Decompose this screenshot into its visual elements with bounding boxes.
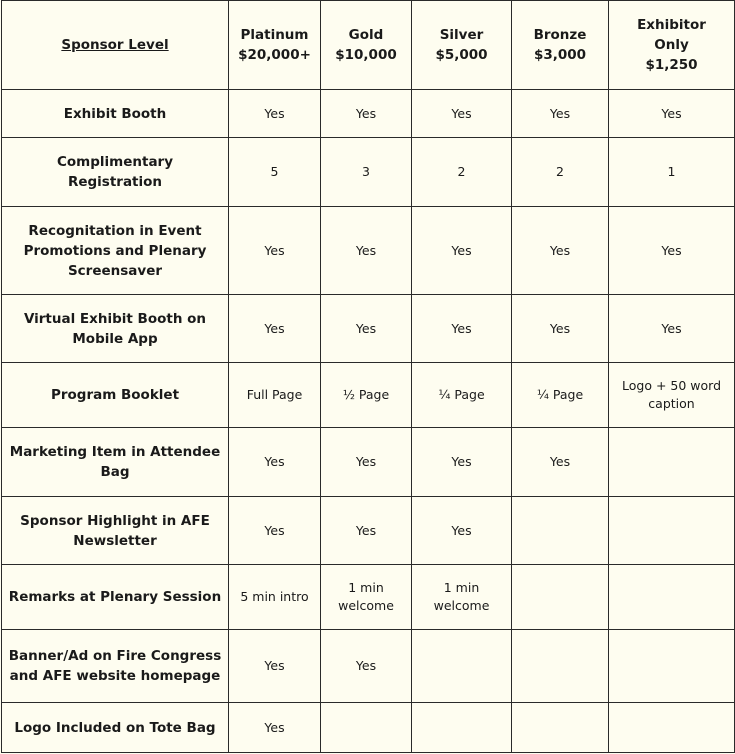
tier-header-bronze (512, 1, 609, 90)
tier-name: Exhibitor Only (637, 17, 706, 53)
row-label: Exhibit Booth (2, 90, 229, 138)
table-cell: Logo + 50 word caption (609, 363, 735, 428)
table-cell: ¼ Page (412, 363, 512, 428)
tier-name: Gold (348, 27, 384, 43)
tier-price: $1,250 (645, 57, 698, 73)
table-row (2, 207, 735, 295)
table-cell: Full Page (229, 363, 321, 428)
tier-price: $3,000 (533, 47, 587, 63)
table-cell: Yes (229, 295, 321, 363)
table-cell: Yes (229, 497, 321, 565)
table-cell (412, 630, 512, 703)
table-cell: 2 (512, 138, 609, 207)
table-row (2, 428, 735, 497)
table-row (2, 138, 735, 207)
table-cell: Yes (321, 90, 412, 138)
table-row (2, 363, 735, 428)
table-cell: Yes (412, 90, 512, 138)
tier-name: Silver (439, 27, 484, 43)
tier-header-silver (412, 1, 512, 90)
table-cell: Yes (412, 497, 512, 565)
tier-header-gold (321, 1, 412, 90)
sponsor-level-label: Sponsor Level (61, 37, 169, 53)
table-cell: Yes (512, 90, 609, 138)
table-cell: Yes (229, 428, 321, 497)
table-cell: Yes (321, 630, 412, 703)
tier-name: Bronze (533, 27, 587, 43)
table-cell: Yes (412, 428, 512, 497)
table-cell: Yes (609, 207, 735, 295)
table-row (2, 497, 735, 565)
table-cell: 5 (229, 138, 321, 207)
row-label: Program Booklet (2, 363, 229, 428)
tier-price: $20,000+ (238, 47, 311, 63)
table-cell: Yes (609, 295, 735, 363)
table-cell (609, 703, 735, 753)
table-cell: Yes (412, 207, 512, 295)
table-cell: 1 min welcome (321, 565, 412, 630)
row-label: Banner/Ad on Fire Congress and AFE website homepage (2, 630, 229, 703)
table-cell (609, 428, 735, 497)
table-cell (512, 630, 609, 703)
table-cell (412, 703, 512, 753)
row-label: Virtual Exhibit Booth on Mobile App (2, 295, 229, 363)
table-cell: Yes (229, 630, 321, 703)
table-cell: Yes (609, 90, 735, 138)
table-cell (512, 565, 609, 630)
tier-price: $5,000 (435, 47, 488, 63)
table-row (2, 703, 735, 753)
tier-header-exhibitor-only (609, 1, 735, 90)
table-cell: Yes (321, 428, 412, 497)
row-label: Logo Included on Tote Bag (2, 703, 229, 753)
table-cell: ¼ Page (512, 363, 609, 428)
table-cell: ½ Page (321, 363, 412, 428)
table-cell (609, 497, 735, 565)
table-cell (512, 497, 609, 565)
table-cell (512, 703, 609, 753)
tier-price: $10,000 (335, 47, 397, 63)
row-label: Sponsor Highlight in AFE Newsletter (2, 497, 229, 565)
table-cell: Yes (229, 703, 321, 753)
table-cell (321, 703, 412, 753)
table-cell: Yes (321, 207, 412, 295)
table-cell: 1 (609, 138, 735, 207)
table-cell: Yes (512, 428, 609, 497)
table-cell: Yes (512, 295, 609, 363)
sponsor-level-table (1, 0, 735, 753)
table-row (2, 565, 735, 630)
row-label: Marketing Item in Attendee Bag (2, 428, 229, 497)
table-cell: 5 min intro (229, 565, 321, 630)
table-cell: 1 min welcome (412, 565, 512, 630)
table-cell: Yes (229, 90, 321, 138)
table-cell: 3 (321, 138, 412, 207)
tier-name: Platinum (240, 27, 309, 43)
table-cell: Yes (412, 295, 512, 363)
table-row (2, 295, 735, 363)
table-row (2, 90, 735, 138)
header-row (2, 1, 735, 90)
table-cell (609, 630, 735, 703)
row-label: Recognitation in Event Promotions and Plenary Screensaver (2, 207, 229, 295)
row-label: Complimentary Registration (2, 138, 229, 207)
table-cell: 2 (412, 138, 512, 207)
sponsor-level-header (2, 1, 229, 90)
table-row (2, 630, 735, 703)
tier-header-platinum (229, 1, 321, 90)
table-cell: Yes (512, 207, 609, 295)
table-cell: Yes (321, 295, 412, 363)
table-cell (609, 565, 735, 630)
table-cell: Yes (321, 497, 412, 565)
table-cell: Yes (229, 207, 321, 295)
row-label: Remarks at Plenary Session (2, 565, 229, 630)
